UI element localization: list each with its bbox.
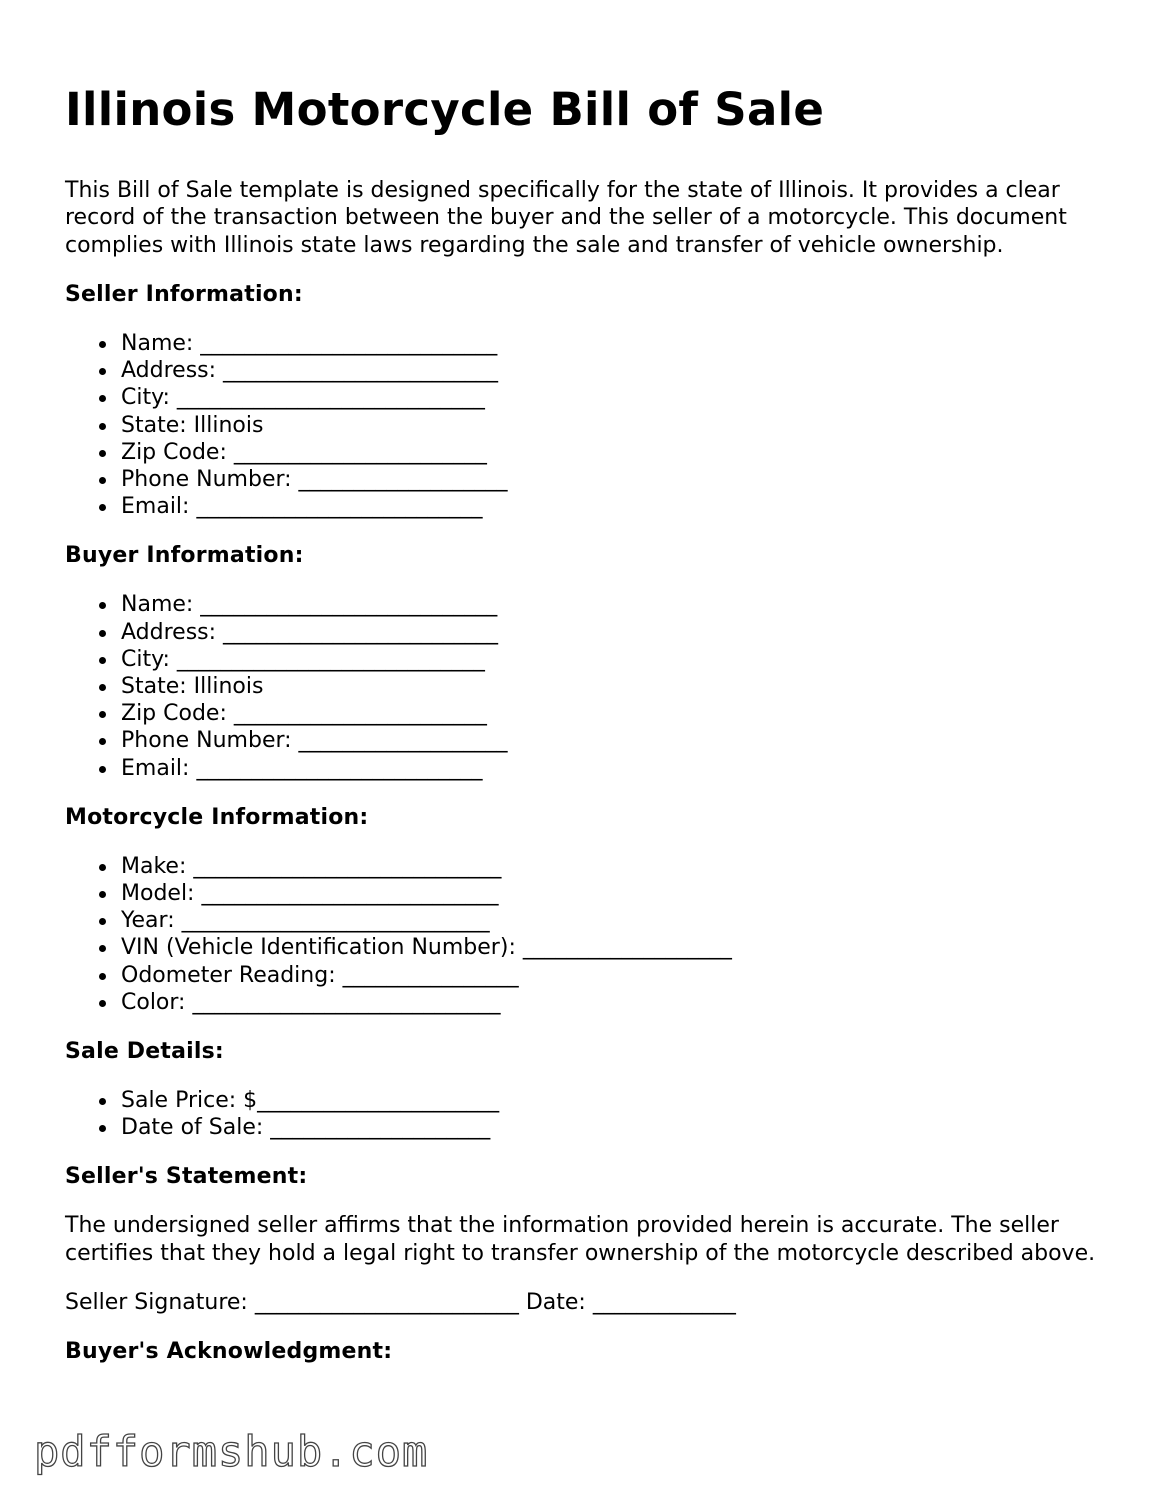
motorcycle-make-field: Make: ____________________________ [121,853,1115,880]
buyer-state-field: State: Illinois [121,673,1115,700]
sale-date-field: Date of Sale: ____________________ [121,1114,1115,1141]
seller-address-field: Address: _________________________ [121,357,1115,384]
seller-city-field: City: ____________________________ [121,384,1115,411]
buyer-email-field: Email: __________________________ [121,755,1115,782]
document-title: Illinois Motorcycle Bill of Sale [65,83,825,136]
sale-details-list [65,1087,1115,1141]
watermark-text: pdfformshub.com [34,1427,429,1476]
seller-statement-heading: Seller's Statement: [65,1164,308,1190]
motorcycle-info-heading: Motorcycle Information: [65,804,369,830]
buyer-info-heading: Buyer Information: [65,543,304,569]
motorcycle-model-field: Model: ___________________________ [121,880,1115,907]
buyer-city-field: City: ____________________________ [121,646,1115,673]
seller-phone-field: Phone Number: ___________________ [121,466,1115,493]
sale-price-field: Sale Price: $______________________ [121,1087,1115,1114]
motorcycle-odometer-field: Odometer Reading: ________________ [121,962,1115,989]
motorcycle-vin-field: VIN (Vehicle Identification Number): ___________________ [121,934,1115,961]
seller-info-heading: Seller Information: [65,281,303,307]
seller-email-field: Email: __________________________ [121,493,1115,520]
seller-state-field: State: Illinois [121,412,1115,439]
seller-info-list [65,330,1115,520]
motorcycle-year-field: Year: ____________________________ [121,907,1115,934]
buyer-phone-field: Phone Number: ___________________ [121,727,1115,754]
buyer-zip-field: Zip Code: _______________________ [121,700,1115,727]
motorcycle-info-list [65,853,1115,1016]
buyer-name-field: Name: ___________________________ [121,591,1115,618]
document-page [65,80,1115,1387]
intro-paragraph: This Bill of Sale template is designed specifically for the state of Illinois. It provides a clear record of the transaction between the buyer and the seller of a motorcycle. This document complies with Illinois state laws regarding the sale and transfer of vehicle ownership. [65,178,1067,258]
sale-details-heading: Sale Details: [65,1038,224,1064]
seller-name-field: Name: ___________________________ [121,330,1115,357]
motorcycle-color-field: Color: ____________________________ [121,989,1115,1016]
seller-statement-text: The undersigned seller affirms that the information provided herein is accurate. The seller certifies that they hold a legal right to transfer ownership of the motorcycle described above. [65,1213,1096,1266]
buyer-info-list [65,591,1115,781]
buyer-acknowledgment-heading: Buyer's Acknowledgment: [65,1338,393,1364]
buyer-address-field: Address: _________________________ [121,619,1115,646]
seller-zip-field: Zip Code: _______________________ [121,439,1115,466]
seller-signature-line: Seller Signature: ________________________ Date: _____________ [65,1289,736,1315]
